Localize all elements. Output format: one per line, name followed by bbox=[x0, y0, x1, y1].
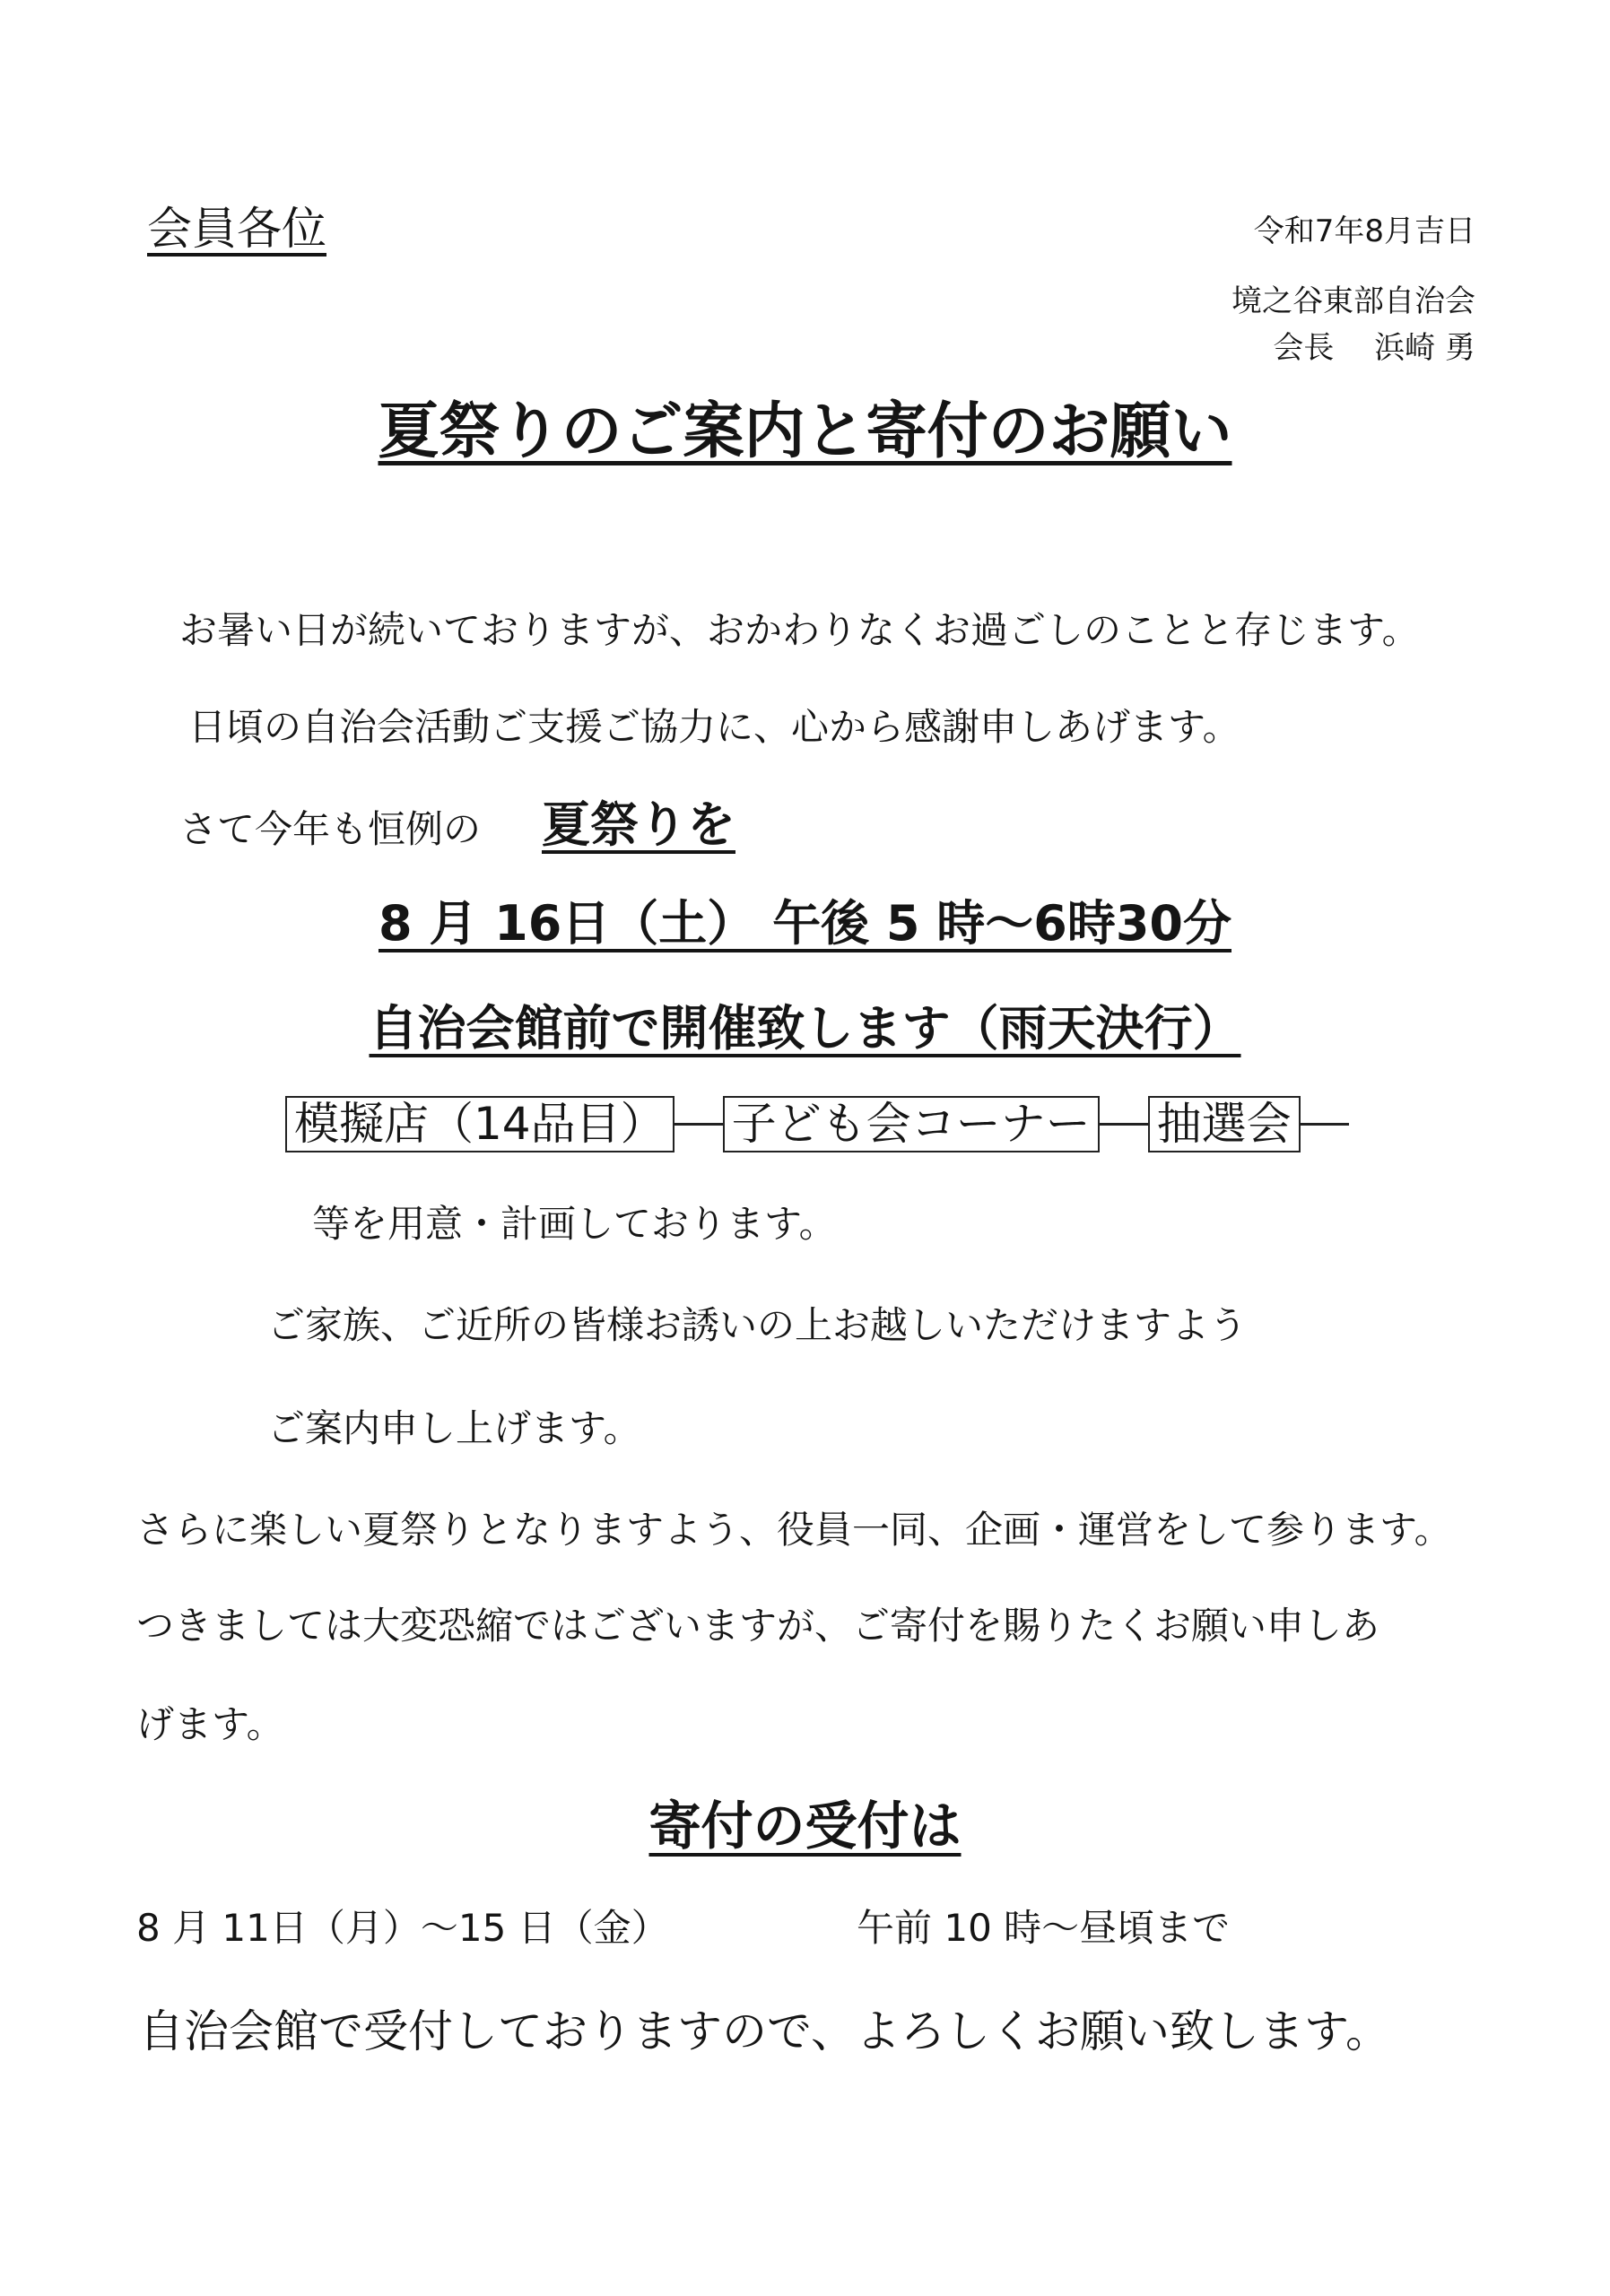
event-datetime: 8 月 16日（土） 午後 5 時～6時30分 bbox=[378, 895, 1231, 952]
program-connector bbox=[1100, 1123, 1148, 1126]
donation-dates: 8 月 11日（月）～15 日（金） bbox=[136, 1906, 669, 1950]
program-item-stalls: 模擬店（14品目） bbox=[285, 1096, 674, 1152]
chairman-name: 会長 浜崎 勇 bbox=[1273, 330, 1475, 366]
page-title: 夏祭りのご案内と寄付のお願い bbox=[378, 396, 1232, 467]
program-connector bbox=[674, 1123, 723, 1126]
thanks-paragraph: 日頃の自治会活動ご支援ご協力に、心から感謝申しあげます。 bbox=[188, 705, 1240, 749]
organizers-paragraph: さらに楽しい夏祭りとなりますよう、役員一同、企画・運営をして参ります。 bbox=[136, 1508, 1452, 1552]
greeting-paragraph: お暑い日が続いておりますが、おかわりなくお過ごしのことと存じます。 bbox=[179, 608, 1420, 652]
program-list bbox=[285, 1096, 1349, 1152]
program-connector bbox=[1301, 1123, 1349, 1126]
program-note: 等を用意・計画しております。 bbox=[312, 1202, 837, 1246]
announcement-intro: さて今年も恒例の bbox=[179, 807, 482, 851]
donation-heading: 寄付の受付は bbox=[648, 1796, 962, 1857]
invitation-line-2: ご案内申し上げます。 bbox=[267, 1406, 641, 1450]
donation-request-line-2: げます。 bbox=[136, 1702, 284, 1746]
addressee: 会員各位 bbox=[147, 203, 326, 255]
issue-date: 令和7年8月吉日 bbox=[1253, 213, 1475, 249]
program-item-lottery: 抽選会 bbox=[1148, 1096, 1301, 1152]
organization-name: 境之谷東部自治会 bbox=[1231, 283, 1475, 319]
closing-paragraph: 自治会館で受付しておりますので、よろしくお願い致します。 bbox=[139, 2005, 1390, 2057]
donation-request-line-1: つきましては大変恐縮ではございますが、ご寄付を賜りたくお願い申しあ bbox=[136, 1604, 1380, 1648]
announcement-emphasis: 夏祭りを bbox=[542, 796, 735, 853]
donation-hours: 午前 10 時～昼頃まで bbox=[857, 1906, 1231, 1950]
event-place: 自治会館前で開催致します（雨天決行） bbox=[369, 1000, 1241, 1057]
program-item-kids-corner: 子ども会コーナー bbox=[723, 1096, 1100, 1152]
invitation-line-1: ご家族、ご近所の皆様お誘いの上お越しいただけますよう bbox=[267, 1303, 1248, 1347]
